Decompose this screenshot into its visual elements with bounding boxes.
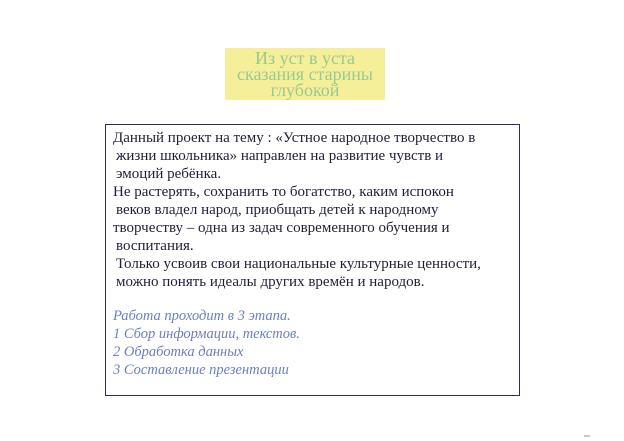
title-line-2: сказания старины (236, 64, 374, 84)
description-line-4: Не растерять, сохранить то богатство, каким испокон (113, 184, 454, 200)
stage-item-2: 2 Обработка данных (113, 344, 244, 360)
stage-item-3: 3 Составление презентации (113, 362, 289, 378)
description-line-3: эмоций ребёнка. (116, 166, 222, 182)
description-line-7: воспитания. (116, 238, 194, 254)
paragraph-spacer (113, 291, 513, 307)
description-line-8: Только усвоив свои национальные культурные ценности, (116, 256, 481, 272)
title-banner (225, 48, 385, 100)
scan-speck (584, 435, 590, 437)
title-line-1: Из уст в уста (254, 48, 356, 68)
description-line-6: творчеству – одна из задач современного обучения и (113, 220, 450, 236)
description-line-9: можно понять идеалы других времён и народов. (116, 274, 425, 290)
stages-list (113, 307, 513, 379)
description-line-2: жизни школьника» направлен на развитие чувств и (116, 148, 444, 164)
project-description-box (105, 124, 520, 396)
title-line-3: глубокой (270, 80, 340, 100)
stages-heading: Работа проходит в 3 этапа. (113, 308, 291, 324)
description-line-5: веков владел народ, приобщать детей к народному (116, 202, 439, 218)
description-line-1: Данный проект на тему : «Устное народное творчество в (113, 130, 476, 146)
stage-item-1: 1 Сбор информации, текстов. (113, 326, 300, 342)
